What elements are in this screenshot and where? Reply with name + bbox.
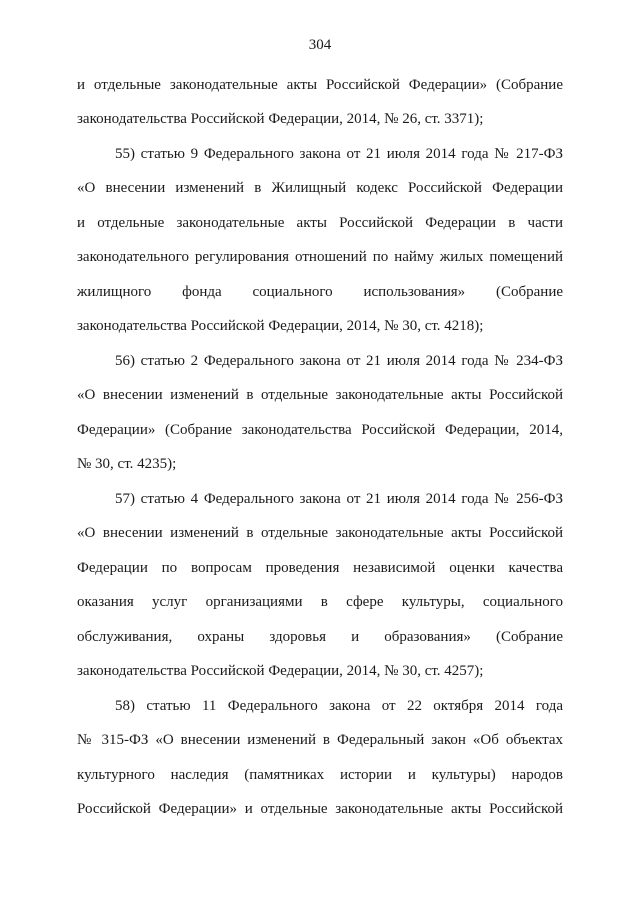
text-line: № 30, ст. 4235); (77, 456, 177, 472)
text-line: 58) статью 11 Федерального закона от 22 октября 2014 года (115, 698, 563, 714)
text-line: и отдельные законодательные акты Российской Федерации в части (77, 215, 563, 231)
text-line: 57) статью 4 Федерального закона от 21 июля 2014 года № 256-ФЗ (115, 491, 563, 507)
text-line: «О внесении изменений в отдельные законодательные акты Российской (77, 525, 563, 541)
text-line: Федерации» (Собрание законодательства Российской Федерации, 2014, (77, 422, 563, 438)
page-number: 304 (308, 37, 332, 53)
text-line: законодательства Российской Федерации, 2014, № 30, ст. 4218); (77, 318, 484, 334)
text-line: Российской Федерации» и отдельные законодательные акты Российской (77, 801, 563, 817)
text-line: 55) статью 9 Федерального закона от 21 июля 2014 года № 217-ФЗ (115, 146, 563, 162)
text-line: «О внесении изменений в Жилищный кодекс Российской Федерации (77, 180, 563, 196)
text-line: 56) статью 2 Федерального закона от 21 июля 2014 года № 234-ФЗ (115, 353, 563, 369)
text-line: оказания услуг организациями в сфере культуры, социального (77, 594, 563, 610)
text-line: «О внесении изменений в отдельные законодательные акты Российской (77, 387, 563, 403)
text-line: культурного наследия (памятниках истории и культуры) народов (77, 767, 563, 783)
text-line: Федерации по вопросам проведения независимой оценки качества (77, 560, 563, 576)
text-line: законодательного регулирования отношений по найму жилых помещений (77, 249, 563, 265)
text-line: законодательства Российской Федерации, 2014, № 26, ст. 3371); (77, 111, 484, 127)
text-line: обслуживания, охраны здоровья и образования» (Собрание (77, 629, 563, 645)
text-line: № 315-ФЗ «О внесении изменений в Федеральный закон «Об объектах (77, 732, 563, 748)
text-line: законодательства Российской Федерации, 2014, № 30, ст. 4257); (77, 663, 484, 679)
text-line: и отдельные законодательные акты Российской Федерации» (Собрание (77, 77, 563, 93)
text-line: жилищного фонда социального использования» (Собрание (77, 284, 563, 300)
